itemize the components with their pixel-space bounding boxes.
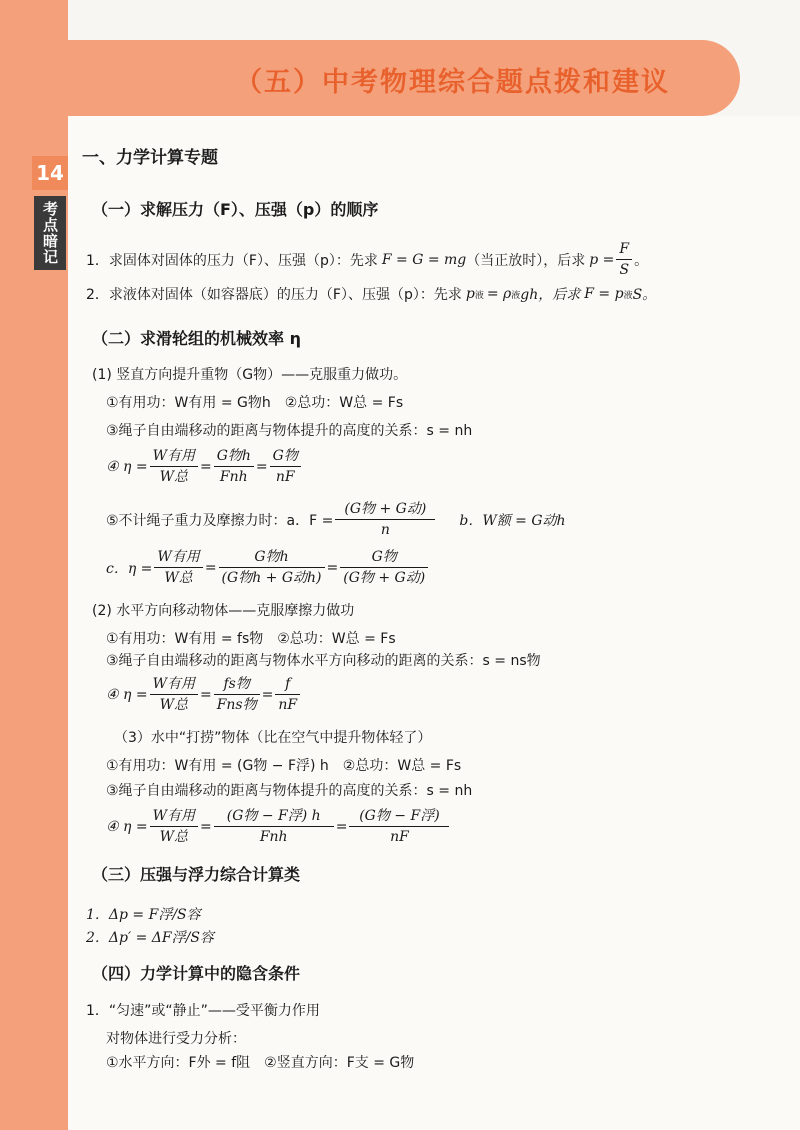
- numerator: (G物 + G动): [335, 500, 435, 520]
- fraction: [335, 500, 435, 539]
- case-1-efficiency-c: c．η = $\frac{\text{W有用}}{\text{W总}}$ = $\frac{\text{G物h}}{\text{(G物h + G动h)}}$ = $\frac{\text{G物}}{\text{(G物 + G动)}}$: [106, 548, 430, 587]
- case-1-efficiency: ④ η = $\frac{\text{W有用}}{\text{W总}}$ = $\frac{\text{G物h}}{\text{Fnh}}$ = $\frac{\text{G物}}{nF}$: [106, 447, 303, 486]
- case-2-relation: ③绳子自由端移动的距离与物体水平方向移动的距离的关系：s = ns物: [106, 653, 541, 669]
- numerator: W有用: [150, 675, 198, 695]
- case-3-work: ①有用功：W有用 = (G物 − F浮) h ②总功：W总 = Fs: [106, 758, 462, 774]
- denominator: (G物h + G动h): [221, 570, 322, 586]
- numerator: (G物 − F浮): [349, 807, 449, 827]
- subsection-heading-3: （三）压强与浮力综合计算类: [92, 865, 301, 884]
- numerator: (G物 − F浮) h: [214, 807, 334, 827]
- case-3-title: （3）水中“打捞”物体（比在空气中提升物体轻了）: [114, 730, 432, 746]
- formula: ④ η =: [106, 686, 148, 703]
- subscript: 液: [474, 290, 484, 301]
- fraction: [214, 807, 334, 846]
- denominator: W总: [159, 469, 188, 485]
- fraction: [150, 807, 198, 846]
- item-4-1-conditions: ①水平方向：F外 = f阻 ②竖直方向：F支 = G物: [106, 1055, 415, 1071]
- fraction: [150, 675, 198, 714]
- item-text: 2．求液体对固体（如容器底）的压力（F）、压强（p）：先求: [86, 287, 462, 303]
- item-3-1: 1．Δp = F浮/S容: [86, 907, 201, 923]
- case-1-work: ①有用功：W有用 = G物h ②总功：W总 = Fs: [106, 395, 404, 411]
- subsection-heading-4: （四）力学计算中的隐含条件: [92, 964, 301, 983]
- fraction: [219, 548, 325, 587]
- denominator: nF: [390, 829, 409, 845]
- item-4-1: 1．“匀速”或“静止”——受平衡力作用: [86, 1003, 320, 1019]
- subscript: 液: [511, 290, 521, 301]
- numerator: W有用: [150, 807, 198, 827]
- item-3-2: 2．Δp′ = ΔF浮/S容: [86, 930, 214, 946]
- punctuation: 。: [634, 252, 649, 269]
- side-section-label: 考点暗记: [34, 196, 66, 270]
- denominator: Fnh: [259, 829, 288, 845]
- fraction: [154, 548, 202, 587]
- case-1-relation: ③绳子自由端移动的距离与物体提升的高度的关系：s = nh: [106, 423, 473, 439]
- formula: ④ η =: [106, 458, 148, 475]
- fraction: [616, 240, 632, 279]
- numerator: fs物: [214, 675, 260, 695]
- formula: F = p: [584, 286, 624, 302]
- denominator: W总: [159, 697, 188, 713]
- numerator: F: [616, 240, 632, 260]
- denominator: S: [619, 262, 630, 278]
- item-note: （当正放时），后求: [466, 252, 586, 269]
- denominator: W总: [159, 829, 188, 845]
- numerator: G物: [340, 548, 428, 568]
- formula: p: [465, 286, 475, 302]
- fraction: [275, 675, 300, 714]
- fraction: [340, 548, 428, 587]
- fraction: [214, 675, 260, 714]
- formula: b．W额 = G动h: [459, 512, 566, 529]
- subsection-heading-2: （二）求滑轮组的机械效率 η: [92, 329, 301, 348]
- numerator: G物h: [214, 447, 254, 467]
- numerator: f: [275, 675, 300, 695]
- item-4-1-sub: 对物体进行受力分析：: [106, 1031, 246, 1047]
- case-2-work: ①有用功：W有用 = fs物 ②总功：W总 = Fs: [106, 631, 396, 647]
- numerator: G物h: [219, 548, 325, 568]
- fraction: [150, 447, 198, 486]
- chapter-number-badge: 14: [32, 156, 68, 190]
- item-text: 1．求固体对固体的压力（F）、压强（p）：先求: [86, 252, 378, 269]
- fraction: [349, 807, 449, 846]
- subsection-heading-1: （一）求解压力（F）、压强（p）的顺序: [92, 200, 379, 219]
- formula: = ρ: [486, 286, 512, 302]
- formula: p =: [589, 251, 615, 268]
- case-3-efficiency: ④ η = $\frac{\text{W有用}}{\text{W总}}$ = $\frac{\text{(G物 − F浮) h}}{\text{Fnh}}$ = $\frac{\text{(G物 − F浮)}}{nF}$: [106, 807, 451, 846]
- page-title: （五）中考物理综合题点拨和建议: [235, 67, 670, 98]
- formula-label: ⑤不计绳子重力及摩擦力时：a．F =: [106, 512, 334, 529]
- denominator: nF: [275, 469, 295, 485]
- formula: S。: [632, 287, 657, 303]
- section-heading: 一、力学计算专题: [82, 148, 218, 168]
- denominator: nF: [278, 697, 298, 713]
- denominator: Fns物: [216, 697, 257, 713]
- denominator: Fnh: [219, 469, 248, 485]
- formula: gh，后求: [520, 287, 581, 303]
- formula: ④ η =: [106, 818, 148, 835]
- fraction: [270, 447, 301, 486]
- case-2-efficiency: ④ η = $\frac{\text{W有用}}{\text{W总}}$ = $\frac{\text{fs物}}{\text{Fns物}}$ = $\frac{f}{nF}$: [106, 675, 302, 714]
- fraction: [214, 447, 254, 486]
- numerator: W有用: [154, 548, 202, 568]
- numerator: W有用: [150, 447, 198, 467]
- denominator: W总: [164, 570, 193, 586]
- denominator: (G物 + G动): [343, 570, 426, 586]
- denominator: n: [380, 522, 390, 538]
- formula: F = G = mg: [381, 251, 467, 268]
- formula: c．η =: [106, 560, 153, 577]
- item-1-1: [86, 240, 648, 279]
- case-3-relation: ③绳子自由端移动的距离与物体提升的高度的关系：s = nh: [106, 783, 473, 799]
- case-1-title: (1) 竖直方向提升重物（G物）——克服重力做功。: [92, 367, 408, 383]
- case-1-no-friction: [106, 500, 566, 539]
- item-1-2: [86, 284, 656, 304]
- subscript: 液: [623, 290, 633, 301]
- numerator: G物: [270, 447, 301, 467]
- case-2-title: (2) 水平方向移动物体——克服摩擦力做功: [92, 603, 355, 619]
